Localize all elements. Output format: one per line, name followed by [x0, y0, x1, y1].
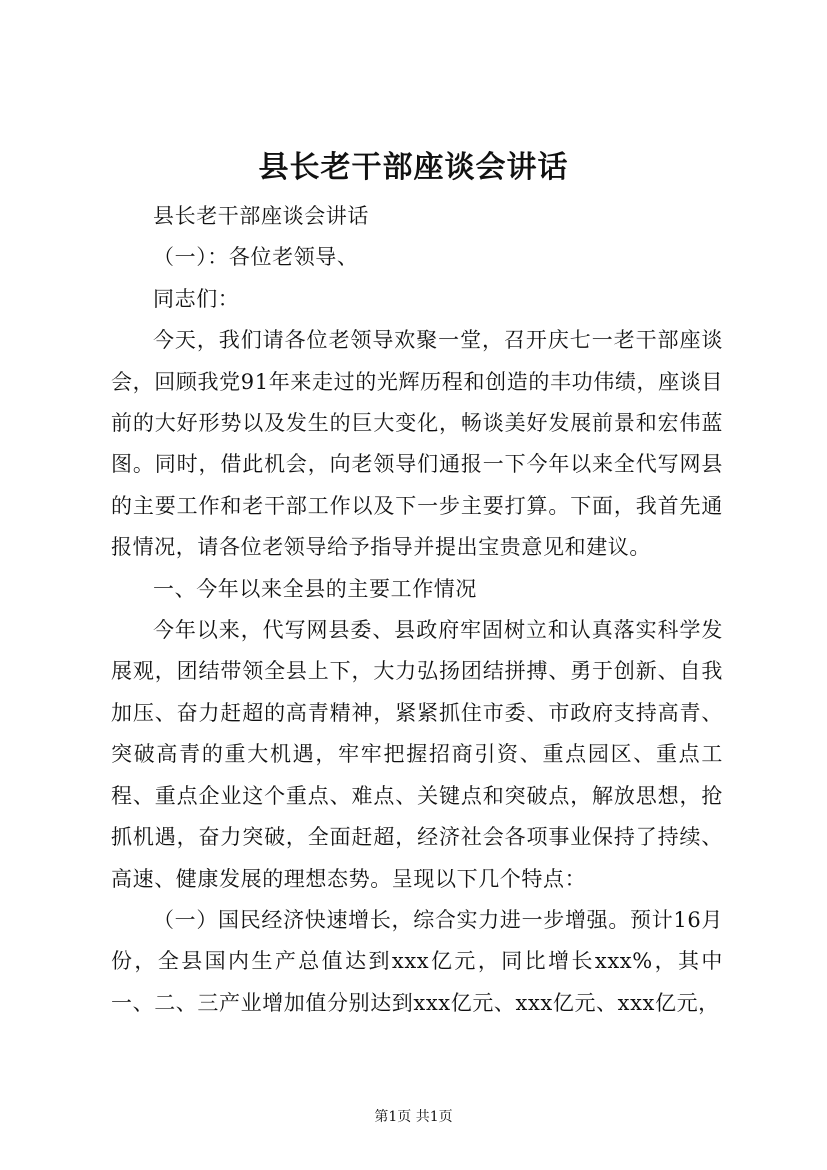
paragraph-work-summary: 今年以来，代写网县委、县政府牢固树立和认真落实科学发展观，团结带领全县上下，大力弘扬团结拼搏、勇于创新、自我加压、奋力赶超的高青精神，紧紧抓住市委、市政府支持高青、突破高青的重大机遇，牢牢把握招商引资、重点园区、重点工程、重点企业这个重点、难点、关键点和突破点，解放思想，抢抓机遇，奋力突破，全面赶超，经济社会各项事业保持了持续、高速、健康发展的理想态势。呈现以下几个特点： — [111, 618, 723, 891]
document-body — [111, 196, 723, 1024]
document-title: 县长老干部座谈会讲话 — [258, 150, 569, 185]
paragraph-heading-repeat: 县长老干部座谈会讲话 — [153, 204, 369, 228]
page-footer: 第1页 共1页 — [374, 1109, 453, 1125]
paragraph-intro: 今天，我们请各位老领导欢聚一堂，召开庆七一老干部座谈会，回顾我党91年来走过的光辉历程和创造的丰功伟绩，座谈目前的大好形势以及发生的巨大变化，畅谈美好发展前景和宏伟蓝图。同时，借此机会，向老领导们通报一下今年以来全代写网县的主要工作和老干部工作以及下一步主要打算。下面，我首先通报情况，请各位老领导给予指导并提出宝贵意见和建议。 — [111, 328, 723, 560]
paragraph-salutation-1: （一）：各位老领导、 — [153, 245, 359, 270]
section-heading: 一、今年以来全县的主要工作情况 — [153, 576, 477, 601]
paragraph-economy: （一）国民经济快速增长，综合实力进一步增强。预计16月份，全县国内生产总值达到xxx亿元，同比增长xxx%，其中一、二、三产业增加值分别达到xxx亿元、xxx亿元、xxx亿元， — [111, 907, 723, 1015]
paragraph-salutation-2: 同志们： — [153, 286, 240, 311]
